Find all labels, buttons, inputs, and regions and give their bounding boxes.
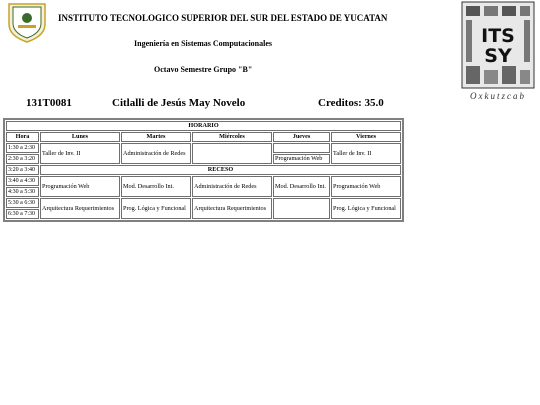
class-cell: Programación Web <box>331 176 401 197</box>
student-name: Citlalli de Jesús May Novelo <box>112 97 246 109</box>
class-cell: Arquitectura Requerimientos <box>192 198 272 219</box>
header-row <box>6 132 401 142</box>
time-cell: 4:30 a 5:30 <box>6 187 39 197</box>
col-header-miercoles: Miércoles <box>192 132 272 142</box>
col-header-martes: Martes <box>121 132 191 142</box>
time-cell: 6:30 a 7:30 <box>6 209 39 219</box>
class-cell: Prog. Lógica y Funcional <box>121 198 191 219</box>
class-cell: Administración de Redes <box>192 176 272 197</box>
schedule-title: HORARIO <box>6 121 401 131</box>
class-cell: Administración de Redes <box>121 143 191 164</box>
program-title: Ingeniería en Sistemas Computacionales <box>134 39 272 48</box>
col-header-hora: Hora <box>6 132 39 142</box>
student-id: 131T0081 <box>26 97 72 109</box>
class-cell: Mod. Desarrollo Int. <box>121 176 191 197</box>
svg-text:SY: SY <box>484 45 512 67</box>
table-row <box>6 198 401 208</box>
class-cell: Programación Web <box>40 176 120 197</box>
col-header-viernes: Viernes <box>331 132 401 142</box>
time-cell: 3:20 a 3:40 <box>6 165 39 175</box>
time-cell: 2:30 a 3:20 <box>6 154 39 164</box>
schedule-table <box>3 118 404 222</box>
class-cell: Arquitectura Requerimientos <box>40 198 120 219</box>
institution-logo <box>2 0 52 44</box>
class-cell <box>273 198 330 219</box>
table-row <box>6 176 401 186</box>
col-header-lunes: Lunes <box>40 132 120 142</box>
class-cell: Mod. Desarrollo Int. <box>273 176 330 197</box>
semester-title: Octavo Semestre Grupo "B" <box>154 65 253 74</box>
svg-text:ITS: ITS <box>481 25 515 47</box>
time-cell: 5:30 a 6:30 <box>6 198 39 208</box>
table-row <box>6 165 401 175</box>
logo-caption: Oxkutzcab <box>470 91 526 101</box>
col-header-jueves: Jueves <box>273 132 330 142</box>
class-cell: Programación Web <box>273 154 330 164</box>
class-cell <box>192 143 272 164</box>
time-cell: 1:30 a 2:30 <box>6 143 39 153</box>
itssy-logo <box>458 0 538 104</box>
institution-title: INSTITUTO TECNOLOGICO SUPERIOR DEL SUR DEL ESTADO DE YUCATAN <box>58 13 388 23</box>
table-row <box>6 143 401 153</box>
class-cell: Taller de Inv. II <box>331 143 401 164</box>
time-cell: 3:40 a 4:30 <box>6 176 39 186</box>
student-credits: Creditos: 35.0 <box>318 97 384 109</box>
class-cell: Taller de Inv. II <box>40 143 120 164</box>
class-cell: Prog. Lógica y Funcional <box>331 198 401 219</box>
class-cell <box>273 143 330 153</box>
recess-cell: RECESO <box>40 165 401 175</box>
